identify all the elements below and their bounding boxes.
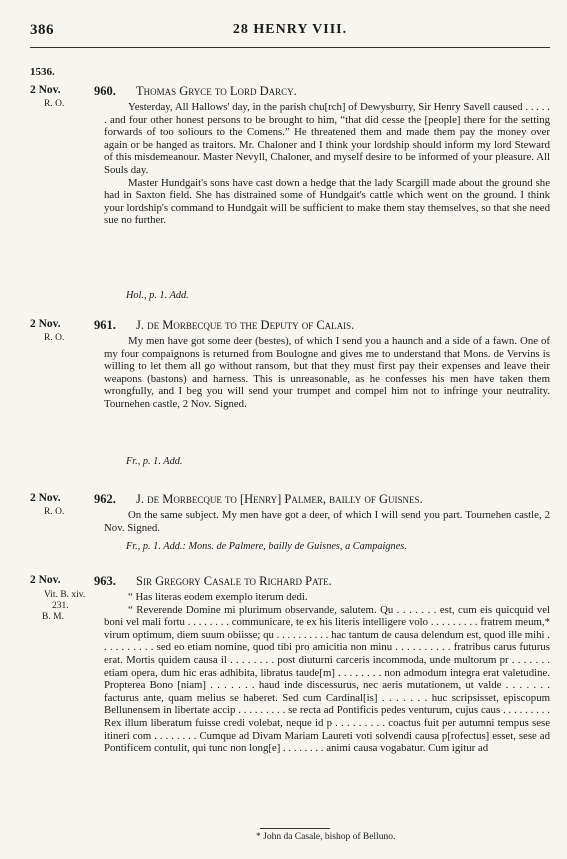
entry-source: R. O.	[44, 333, 65, 343]
entry-source: R. O.	[44, 99, 65, 109]
paragraph: My men have got some deer (bestes), of which I send you a haunch and a side of a fawn. One of my four compaignons is returned from Boulogne and gives me to understand that Mons. de Vervins is willing to let them all go without ransom, but that they must first pay their expenses and leave their weapons (bastons) and harness. This is unreasonable, as he confesses his men have taken them wrongfully, and I beg you will send your trumpet and compel him not to infringe your neutrality. Tournehen castle, 2 Nov. Signed.	[104, 335, 550, 410]
paragraph: Master Hundgait's sons have cast down a hedge that the lady Scargill made about the ground she had in Saxton field. She has distrained some of Hundgait's cattle which went on the ground. I think your lordship's command to Hundgait will be sufficient to make them stay themselves, so that she need sue no further.	[104, 176, 550, 227]
document-page	[30, 0, 550, 859]
entry-date: 2 Nov.	[30, 318, 61, 330]
paragraph: Yesterday, All Hallows' day, in the parish chu[rch] of Dewysburry, Sir Henry Savell caused . . . . . . and four other honest persons to be brought to him, “that did cesse the [people] there for the setting forwards of too soliours to the Comens.” He threatened them and made them pay the money over again or be hanged as traitors. Mr. Chaloner and I think your lordship should inform my lord Steward of this misdemeanour. Master Nevyll, Chaloner, and myself desire to be informed of your pleasure. All Souls day.	[104, 101, 550, 176]
footnote-rule	[260, 828, 330, 829]
entry-body	[104, 591, 550, 755]
entry-source-archive: B. M.	[42, 612, 64, 622]
entry-source-folio: 231.	[52, 601, 69, 611]
header-rule	[30, 47, 550, 48]
year-label: 1536.	[30, 66, 55, 78]
entry-title: J. de Morbecque to the Deputy of Calais.	[136, 318, 355, 332]
entry-number: 960.	[94, 84, 116, 98]
entry-note: Fr., p. 1. Add.: Mons. de Palmere, bailly de Guisnes, a Campaignes.	[126, 541, 407, 552]
page-header	[30, 22, 550, 40]
entry-title: J. de Morbecque to [Henry] Palmer, bailly of Guisnes.	[136, 492, 423, 506]
entry-body	[104, 509, 550, 534]
entry-source: R. O.	[44, 507, 65, 517]
paragraph: On the same subject. My men have got a deer, of which I will send you part. Tournehen castle, 2 Nov. Signed.	[104, 509, 550, 534]
entry-source: Vit. B. xiv.	[44, 590, 86, 600]
footnote: * John da Casale, bishop of Belluno.	[256, 832, 396, 842]
entry-note: Hol., p. 1. Add.	[126, 290, 189, 301]
entry-note: Fr., p. 1. Add.	[126, 456, 183, 467]
entry-number: 961.	[94, 318, 116, 332]
entry-title: Sir Gregory Casale to Richard Pate.	[136, 574, 332, 588]
paragraph: “ Reverende Domine mi plurimum observande, salutem. Qu . . . . . . . est, cum eis quicquid vel boni vel mali fortu . . . . . . . . communicare, te ex his literis intelligere volo . . . . . . . . . fratrem meum,* virum optimum, diem suum obiisse; qu . . . . . . . . . . hac tantum de causa delendum est, quod ille mihi . . . . . . . . . . sed eo etiam nomine, quod tibi pro amicitia non minu . . . . . . . . . . fratribus carus futurus erat. Mortis quidem causa il . . . . . . . . post diuturni carceris incommoda, unde multorum pr . . . . . . . etiam opera, dum hic eras adhibita, libratus taude[m] . . . . . . . . non admodum integra erat valetudine. Propterea Bono [niam] . . . . . . . haud inde discessurus, nec aeris mutationem, ut valde . . . . . . . facturus ante, quam melius se haberet. Sed cum Cardinal[is] . . . . . . . huc scripsisset, episcopum Bellunensem in libertate accip . . . . . . . . . se recta ad Pontificis pedes venturum, cujus caus . . . . . . . . . Rex illum liberatum fuisse credi volebat, neque id p . . . . . . . . . coactus fuit per autumni tempus sese itineri com . . . . . . . . Cumque ad Divam Mariam Laureti voti solvendi causa p[rofectus] esset, sese ad Pontificem contulit, qui tunc non long[e] . . . . . . . . animi causa vogabatur. Cum igitur ad	[104, 603, 550, 755]
entry-body	[104, 335, 550, 411]
entry-number: 962.	[94, 492, 116, 506]
entry-date: 2 Nov.	[30, 574, 61, 586]
entry-date: 2 Nov.	[30, 84, 61, 96]
entry-date: 2 Nov.	[30, 492, 61, 504]
entry-title: Thomas Gryce to Lord Darcy.	[136, 84, 297, 98]
entry-body	[104, 101, 550, 227]
running-title: 28 HENRY VIII.	[232, 22, 348, 37]
paragraph: “ Has literas eodem exemplo iterum dedi.	[128, 591, 308, 603]
entry-number: 963.	[94, 574, 116, 588]
page-number: 386	[30, 22, 54, 38]
